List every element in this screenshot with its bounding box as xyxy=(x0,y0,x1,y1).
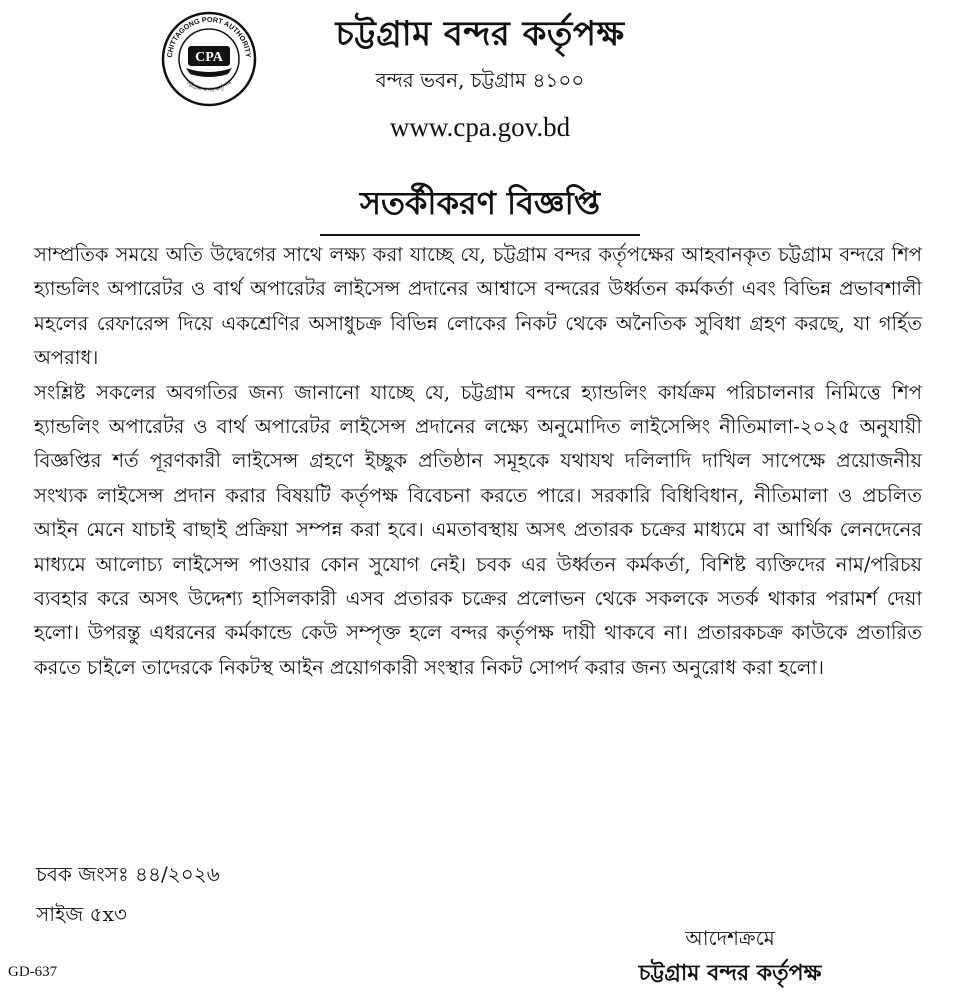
organization-website[interactable]: www.cpa.gov.bd xyxy=(389,112,571,142)
notice-paragraph-1: সাম্প্রতিক সময়ে অতি উদ্বেগের সাথে লক্ষ্য করা যাচ্ছে যে, চট্টগ্রাম বন্দর কর্তৃপক্ষের আহবানকৃত চট্টগ্রাম বন্দরে শিপ হ্যান্ডলিং অপারেটর ও বার্থ অপারেটর লাইসেন্স প্রদানের আশ্বাসে বন্দরের উর্ধ্বতন কর্মকর্তা এবং বিভিন্ন প্রভাবশালী মহলের রেফারেন্স দিয়ে একশ্রেণির অসাধুচক্র বিভিন্ন লোকের নিকট থেকে অনৈতিক সুবিধা গ্রহণ করছে, যা গর্হিত অপরাধ। xyxy=(34,243,922,370)
cpa-logo xyxy=(160,10,258,108)
signatory: চট্টগ্রাম বন্দর কর্তৃপক্ষ xyxy=(638,960,822,986)
organization-title: চট্টগ্রাম বন্দর কর্তৃপক্ষ xyxy=(335,14,625,54)
reference-number: চবক জংসঃ ৪৪/২০২৬ xyxy=(36,862,220,886)
logo-ring-text-bottom: চট্টগ্রাম বন্দর কর্তৃপক্ষ xyxy=(184,79,234,94)
organization-address: বন্দর ভবন, চট্টগ্রাম ৪১০০ xyxy=(375,68,585,92)
advertisement-size: সাইজ ৫x৩ xyxy=(36,902,127,926)
svg-text:চট্টগ্রাম বন্দর কর্তৃপক্ষ xyxy=(184,79,233,94)
notice-title: সতর্কীকরণ বিজ্ঞপ্তি xyxy=(320,178,640,236)
notice-body xyxy=(34,238,922,685)
cpa-seal-icon xyxy=(160,10,258,108)
notice-paragraph-2: সংশ্লিষ্ট সকলের অবগতির জন্য জানানো যাচ্ছে যে, চট্টগ্রাম বন্দরে হ্যান্ডলিং কার্যক্রম পরিচালনার নিমিত্তে শিপ হ্যান্ডলিং অপারেটর ও বার্থ অপারেটর লাইসেন্স প্রদানের লক্ষ্যে অনুমোদিত লাইসেন্সিং নীতিমালা-২০২৫ অনুযায়ী বিজ্ঞপ্তির শর্ত পূরণকারী লাইসেন্স গ্রহণে ইচ্ছুক প্রতিষ্ঠান সমূহকে যথাযথ দলিলাদি দাখিল সাপেক্ষে প্রয়োজনীয় সংখ্যক লাইসেন্স প্রদান করার বিষয়টি কর্তৃপক্ষ বিবেচনা করতে পারে। সরকারি বিধিবিধান, নীতিমালা ও প্রচলিত আইন মেনে যাচাই বাছাই প্রক্রিয়া সম্পন্ন করা হবে। এমতাবস্থায় অসৎ প্রতারক চক্রের মাধ্যমে বা আর্থিক লেনদেনের মাধ্যমে আলোচ্য লাইসেন্স পাওয়ার কোন সুযোগ নেই। চবক এর উর্ধ্বতন কর্মকর্তা, বিশিষ্ট ব্যক্তিদের নাম/পরিচয় ব্যবহার করে অসৎ উদ্দেশ্য হাসিলকারী এসব প্রতারক চক্রের প্রলোভন থেকে সকলকে সতর্ক থাকার পরামর্শ দেয়া হলো। উপরন্তু এধরনের কর্মকান্ডে কেউ সম্পৃক্ত হলে বন্দর কর্তৃপক্ষ দায়ী থাকবে না। প্রতারকচক্র কাউকে প্রতারিত করতে চাইলে তাদেরকে নিকটস্থ আইন প্রয়োগকারী সংস্থার নিকট সোপর্দ করার জন্য অনুরোধ করা হলো। xyxy=(34,380,922,679)
by-order-label: আদেশক্রমে xyxy=(685,926,775,950)
logo-center-text: CPA xyxy=(195,50,223,65)
gd-code: GD-637 xyxy=(8,964,58,980)
logo-ring-text-top: CHITTAGONG PORT AUTHORITY xyxy=(164,14,254,58)
